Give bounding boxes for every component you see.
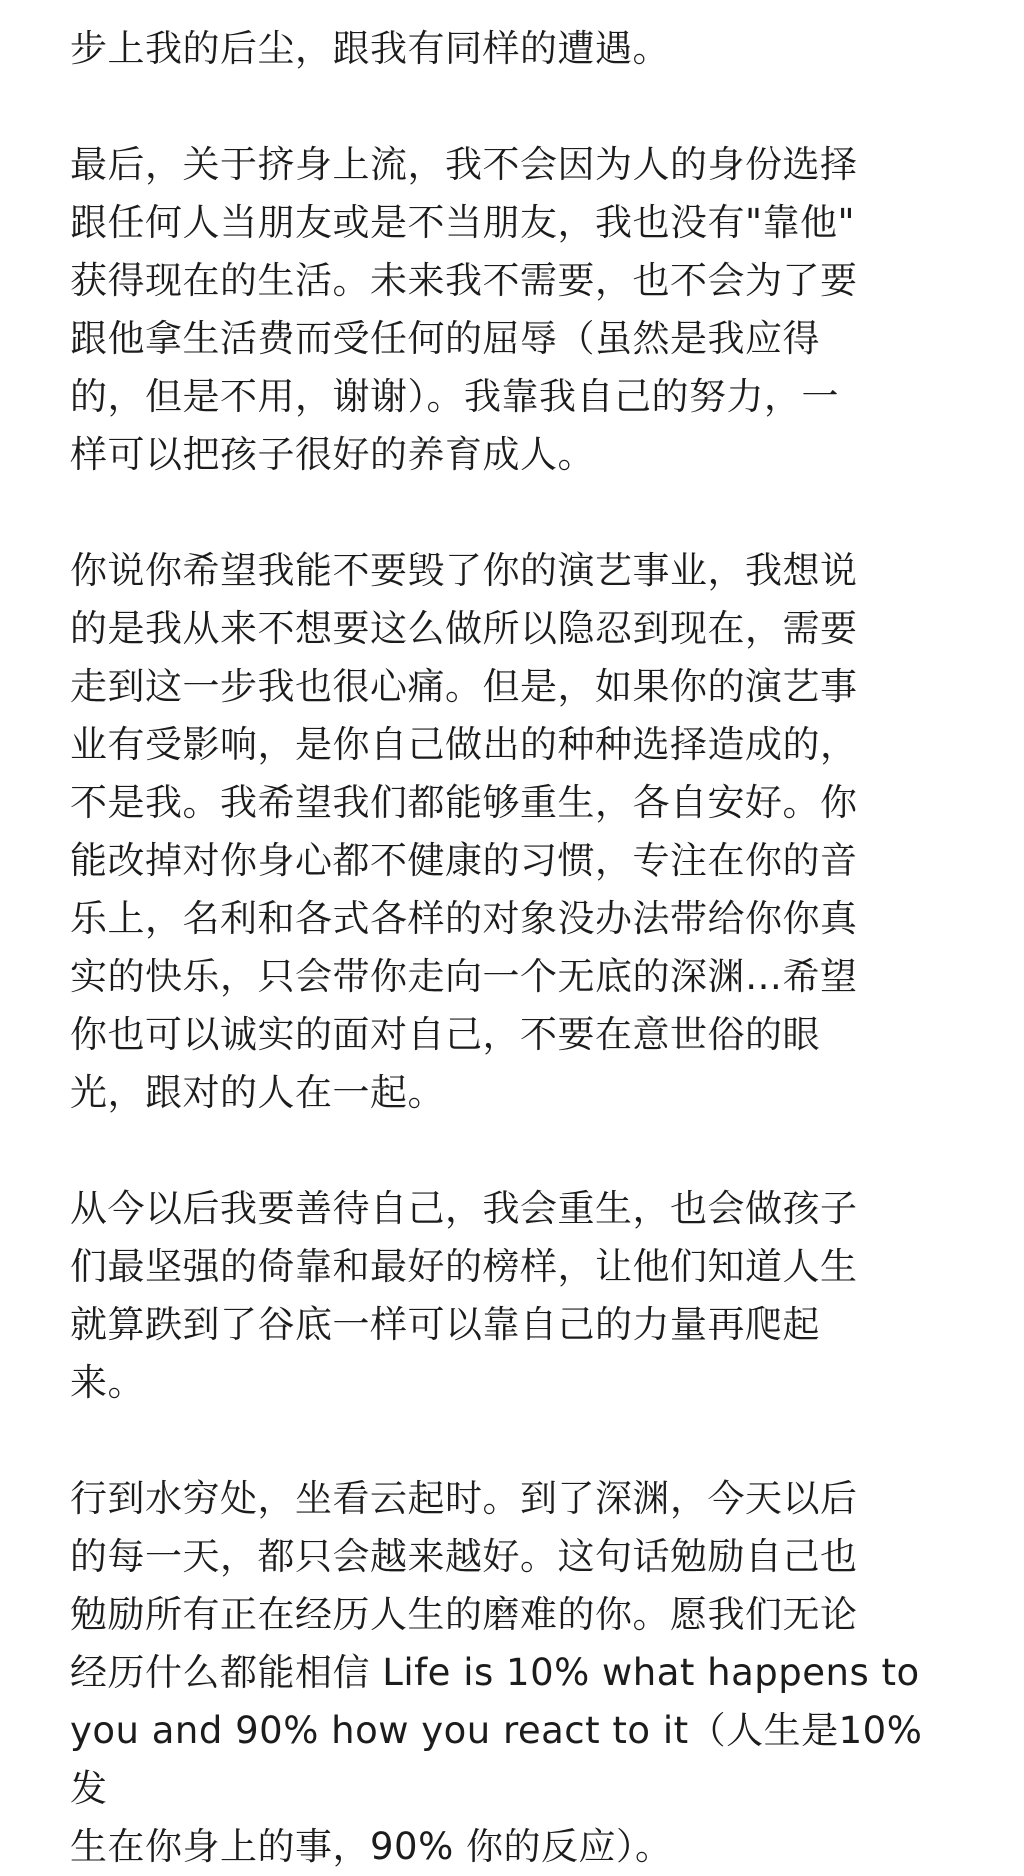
paragraph-gap bbox=[70, 1412, 970, 1470]
paragraph-1: 步上我的后尘，跟我有同样的遭遇。 bbox=[70, 27, 670, 70]
paragraph-5: 行到水穷处，坐看云起时。到了深渊，今天以后 的每一天，都只会越来越好。这句话勉励自己也 勉励所有正在经历人生的磨难的你。愿我们无论 经历什么都能相信 Life is 10% what happens to you and 90% how you react to it（人生是10% 发 生在你身上的事，90% 你的反应）。 bbox=[70, 1477, 923, 1868]
paragraph-3: 你说你希望我能不要毁了你的演艺事业，我想说 的是我从来不想要这么做所以隐忍到现在，需要 走到这一步我也很心痛。但是，如果你的演艺事 业有受影响，是你自己做出的种种选择造成的， 不是我。我希望我们都能够重生，各自安好。你 能改掉对你身心都不健康的习惯，专注在你的音 乐上，名利和各式各样的对象没办法带给你你真 实的快乐，只会带你走向一个无底的深渊…希望 你也可以诚实的面对自己，不要在意世俗的眼 光，跟对的人在一起。 bbox=[70, 549, 858, 1114]
paragraph-4: 从今以后我要善待自己，我会重生，也会做孩子 们最坚强的倚靠和最好的榜样，让他们知道人生 就算跌到了谷底一样可以靠自己的力量再爬起 来。 bbox=[70, 1187, 858, 1404]
paragraph-gap bbox=[70, 78, 970, 136]
paragraph-gap bbox=[70, 484, 970, 542]
paragraph-2: 最后，关于挤身上流，我不会因为人的身份选择 跟任何人当朋友或是不当朋友，我也没有"靠他" 获得现在的生活。未来我不需要，也不会为了要 跟他拿生活费而受任何的屈辱（虽然是我应得 的，但是不用，谢谢）。我靠我自己的努力，一 样可以把孩子很好的养育成人。 bbox=[70, 143, 858, 476]
note-body bbox=[70, 20, 970, 1876]
paragraph-gap bbox=[70, 1122, 970, 1180]
